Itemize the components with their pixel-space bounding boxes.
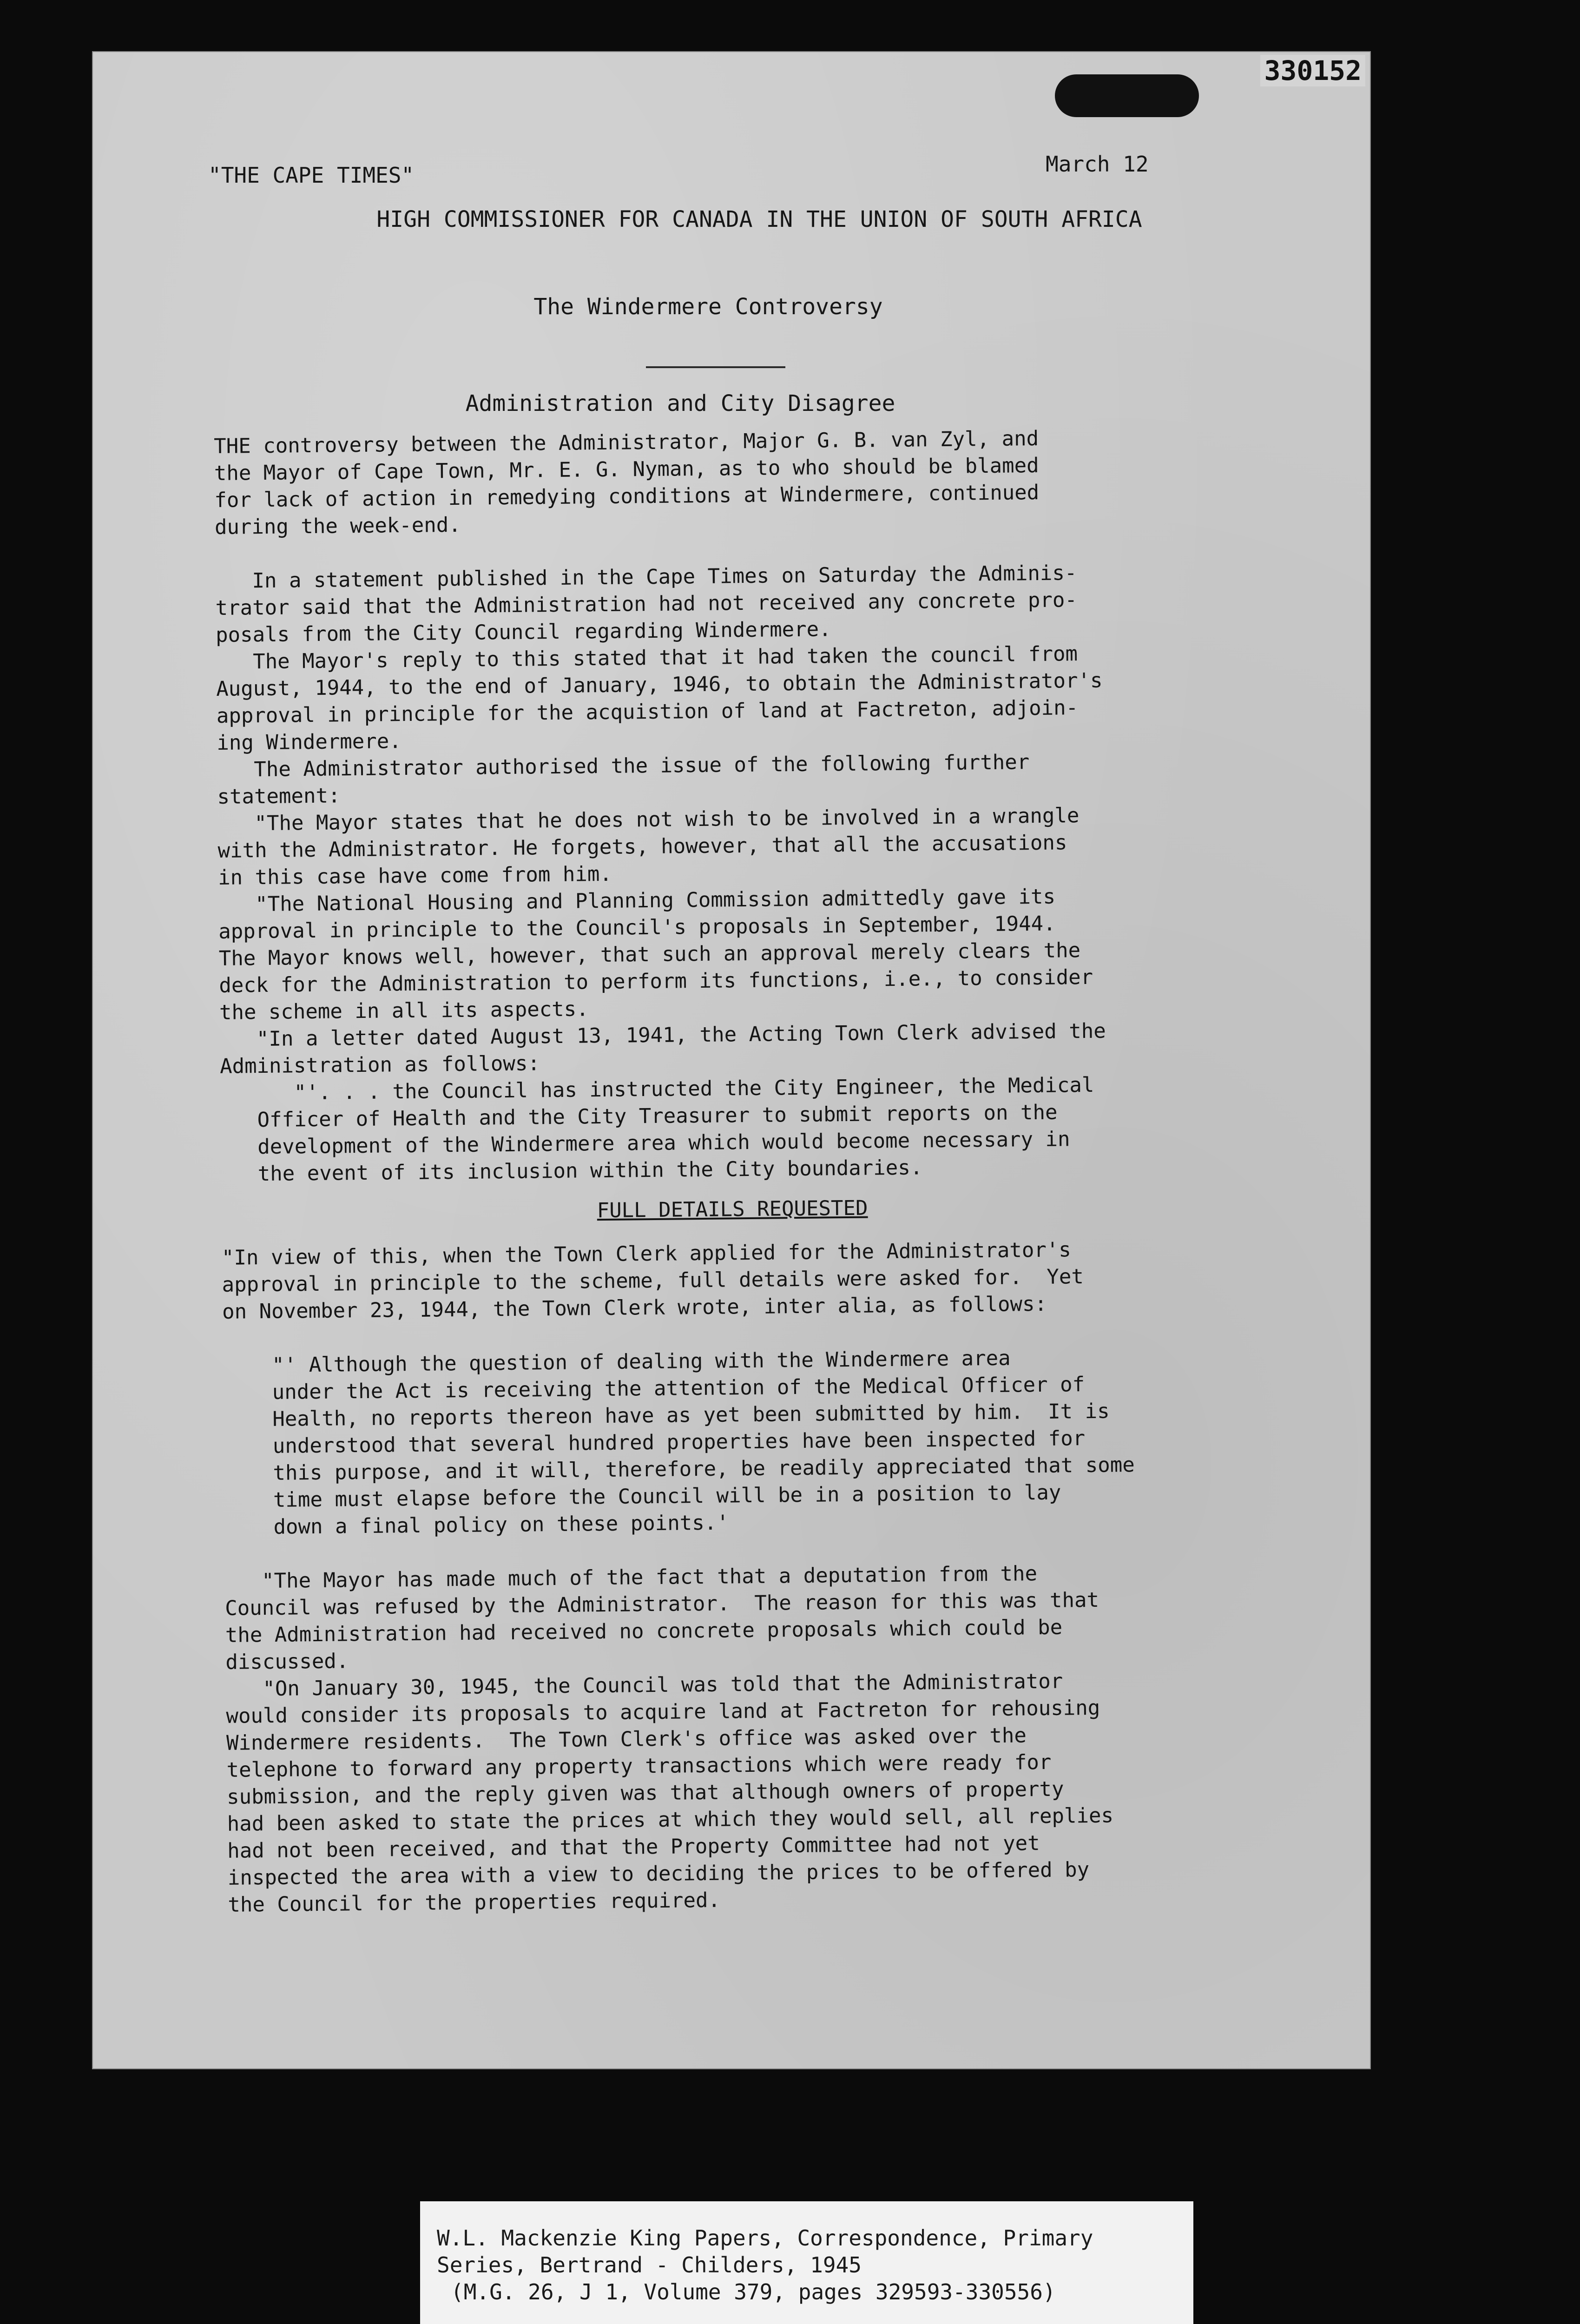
paragraph-details: "In view of this, when the Town Clerk applied for the Administrator's approval in principle to the scheme, full details were asked for. Yet on November 23, 1944, the Town Clerk wrote, inter alia, as follows: — [221, 1238, 1084, 1324]
paragraph-closing: "The Mayor has made much of the fact that a deputation from the Council was refused by the Administrator. The reason for this was that the Administration had received no concrete proposals which could be discussed. "On January 30, 1945, the Council was told that the Administrator would consider its proposals to acquire land at Factreton for rehousing Windermere residents. The Town Clerk's office was asked over the telephone to forward any property transactions which were ready for submission, and the reply given was that although owners of property had been asked to state the prices at which they would sell, all replies had not been received, and that the Property Committee had not yet inspected the area with a view to deciding the prices to be offered by the Council for the properties required. — [224, 1562, 1114, 1917]
document-page — [93, 52, 1370, 2068]
paragraph-statement: In a statement published in the Cape Times on Saturday the Adminis- trator said that the Administration had not received any concrete pro- posals from the City Council regarding Windermere. The Mayor's reply to this stated that it had taken the council from August, 1944, to the end of January, 1946, to obtain the Administrator's approval in principle for the acquistion of land at Factreton, adjoin- ing Windermere. The Administrator authorised the issue of the following further statement: "The Mayor states that he does not wish to be involved in a wrangle with the Administrator. He forgets, however, that all the accusations in this case have come from him. "The National Housing and Planning Commission admittedly gave its approval in principle to the Council's proposals in September, 1944. The Mayor knows well, however, that such an approval merely clears the deck for the Administration to perform its functions, i.e., to consider the scheme in all its aspects. "In a letter dated August 13, 1941, the Acting Town Clerk advised the Administration as follows: "'. . . the Council has instructed the City Engineer, the Medical Officer of Health and the City Treasurer to submit reports on the development of the Windermere area which would become necessary in the event of its inclusion within the City boundaries. — [215, 561, 1106, 1186]
article-title: The Windermere Controversy — [533, 294, 883, 320]
title-divider — [646, 366, 785, 368]
archive-reference-line: W.L. Mackenzie King Papers, Correspondence, Primary — [437, 2225, 1093, 2251]
archive-reference-line: Series, Bertrand - Childers, 1945 — [437, 2252, 862, 2278]
paragraph-quote: "' Although the question of dealing with the Windermere area under the Act is receiving the attention of the Medical Officer of Health, no reports thereon have as yet been submitted by him. It is understood that several hundred properties have been inspected for this purpose, and it will, therefore, be readily appreciated that some time must elapse before the Council will be in a position to lay down a final policy on these points.' — [223, 1346, 1135, 1539]
archive-reference-line: (M.G. 26, J 1, Volume 379, pages 329593-330556) — [451, 2279, 1056, 2304]
article-subtitle: Administration and City Disagree — [465, 390, 895, 416]
document-title: HIGH COMMISSIONER FOR CANADA IN THE UNION OF SOUTH AFRICA — [376, 206, 1142, 232]
redaction-mark — [1055, 74, 1199, 117]
paragraph-intro: THE controversy between the Administrator, Major G. B. van Zyl, and the Mayor of Cape Town, Mr. E. G. Nyman, as to who should be blamed for lack of action in remedying conditions at Windermere, continued during the week-end. — [214, 426, 1040, 539]
article-body — [214, 422, 1371, 1918]
newspaper-name: "THE CAPE TIMES" — [208, 163, 415, 188]
archive-reference-label — [420, 2201, 1193, 2324]
section-heading: FULL DETAILS REQUESTED — [597, 1196, 868, 1223]
document-number: 330152 — [1260, 55, 1365, 86]
document-date: March 12 — [1046, 152, 1149, 177]
